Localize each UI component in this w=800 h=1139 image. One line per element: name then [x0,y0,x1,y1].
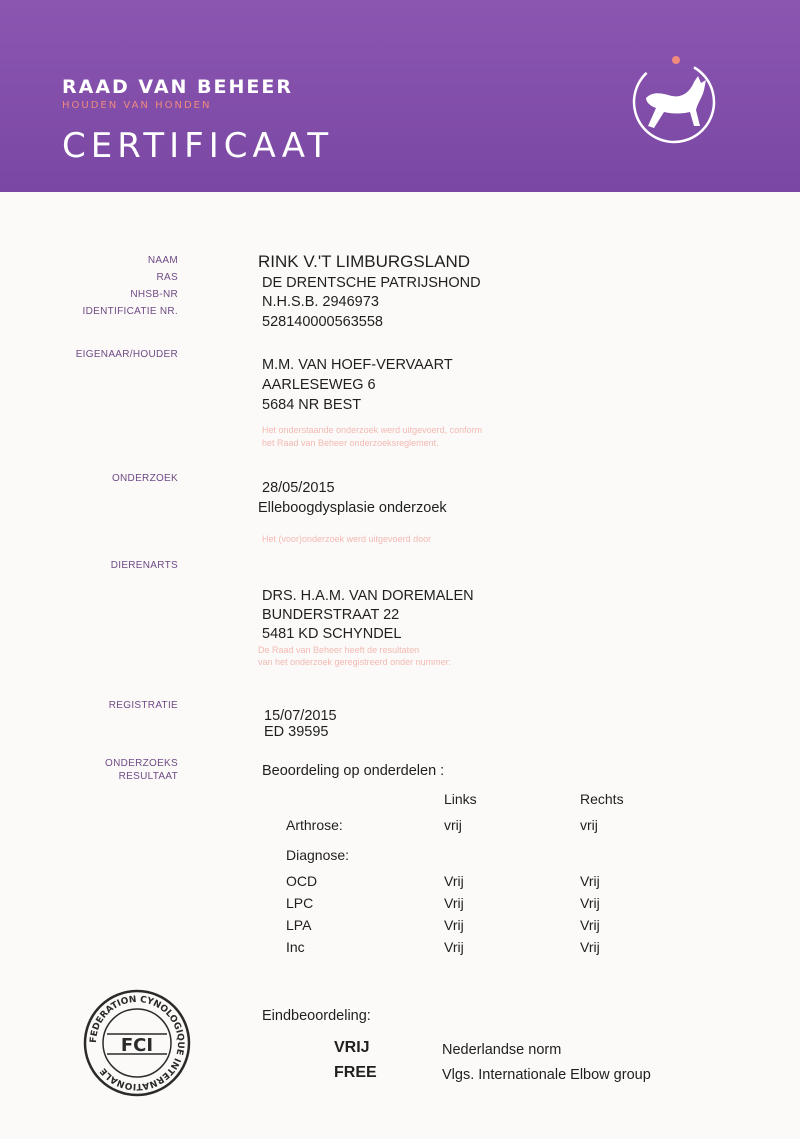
registration-number: ED 39595 [264,724,329,740]
label-result-2: RESULTAAT [118,771,178,782]
owner-city: 5684 NR BEST [262,397,362,413]
diagnose-label: Diagnose: [286,847,350,863]
header-band [0,0,800,192]
note-exam-1: Het onderstaande onderzoek werd uitgevoerd, conform [262,425,483,435]
verdict-dutch: VRIJ [334,1039,370,1056]
row-right: Vrij [580,895,600,911]
org-name: RAAD VAN BEHEER [62,76,294,98]
column-right: Rechts [580,791,624,807]
verdict-international: FREE [334,1064,377,1081]
row-right: Vrij [580,873,600,889]
vet-city: 5481 KD SCHYNDEL [262,626,402,642]
table-row [280,914,624,936]
label-id: IDENTIFICATIE NR. [82,306,178,317]
note-reg-1: De Raad van Beheer heeft de resultaten [258,645,420,655]
exam-date: 28/05/2015 [262,480,335,496]
certificate-title: CERTIFICAAT [62,126,334,166]
table-header-row [280,788,624,810]
dog-breed: DE DRENTSCHE PATRIJSHOND [262,275,481,291]
label-name: NAAM [147,255,178,266]
arthrose-label: Arthrose: [286,817,343,833]
norm-international: Vlgs. Internationale Elbow group [442,1067,651,1083]
seal-center-text: FCI [120,1035,154,1056]
dog-nhsb: N.H.S.B. 2946973 [262,294,379,310]
dog-id: 528140000563558 [262,314,383,330]
row-left: Vrij [444,895,464,911]
label-owner: EIGENAAR/HOUDER [75,349,178,360]
label-breed: RAS [156,272,178,283]
row-right: Vrij [580,917,600,933]
arthrose-right: vrij [580,817,598,833]
row-right: Vrij [580,939,600,955]
owner-street: AARLESEWEG 6 [262,377,376,393]
dog-logo-icon [624,50,724,150]
results-heading: Beoordeling op onderdelen : [262,763,445,779]
seal-ring-text: FEDERATION CYNOLOGIQUE INTERNATIONALE [88,994,186,1092]
table-row [280,936,624,958]
label-exam: ONDERZOEK [111,473,178,484]
fci-seal-icon [82,988,192,1098]
vet-street: BUNDERSTRAAT 22 [262,607,400,623]
note-reg-2: van het onderzoek geregistreerd onder nummer: [258,657,452,667]
label-nhsb: NHSB-NR [130,289,178,300]
label-vet: DIERENARTS [110,560,178,571]
table-row [280,870,624,892]
label-result-1: ONDERZOEKS [104,758,178,769]
table-row [280,840,624,870]
norm-dutch: Nederlandse norm [442,1042,562,1058]
row-left: Vrij [444,917,464,933]
exam-type: Elleboogdysplasie onderzoek [258,500,447,516]
row-left: Vrij [444,939,464,955]
row-label: Inc [286,939,305,955]
vet-name: DRS. H.A.M. VAN DOREMALEN [262,588,474,604]
row-left: Vrij [444,873,464,889]
row-label: OCD [286,873,318,889]
label-registration: REGISTRATIE [108,700,178,711]
table-row [280,810,624,840]
note-vet: Het (voor)onderzoek werd uitgevoerd door [262,534,432,544]
results-table [280,788,624,958]
org-tagline: HOUDEN VAN HONDEN [62,100,212,111]
registration-date: 15/07/2015 [264,708,337,724]
arthrose-left: vrij [444,817,462,833]
dog-name: RINK V.'T LIMBURGSLAND [258,252,471,271]
column-left: Links [444,791,477,807]
row-label: LPA [286,917,312,933]
note-exam-2: het Raad van Beheer onderzoeksreglement. [262,438,439,448]
row-label: LPC [286,895,314,911]
final-heading: Eindbeoordeling: [262,1008,371,1024]
owner-name: M.M. VAN HOEF-VERVAART [262,357,453,373]
table-row [280,892,624,914]
